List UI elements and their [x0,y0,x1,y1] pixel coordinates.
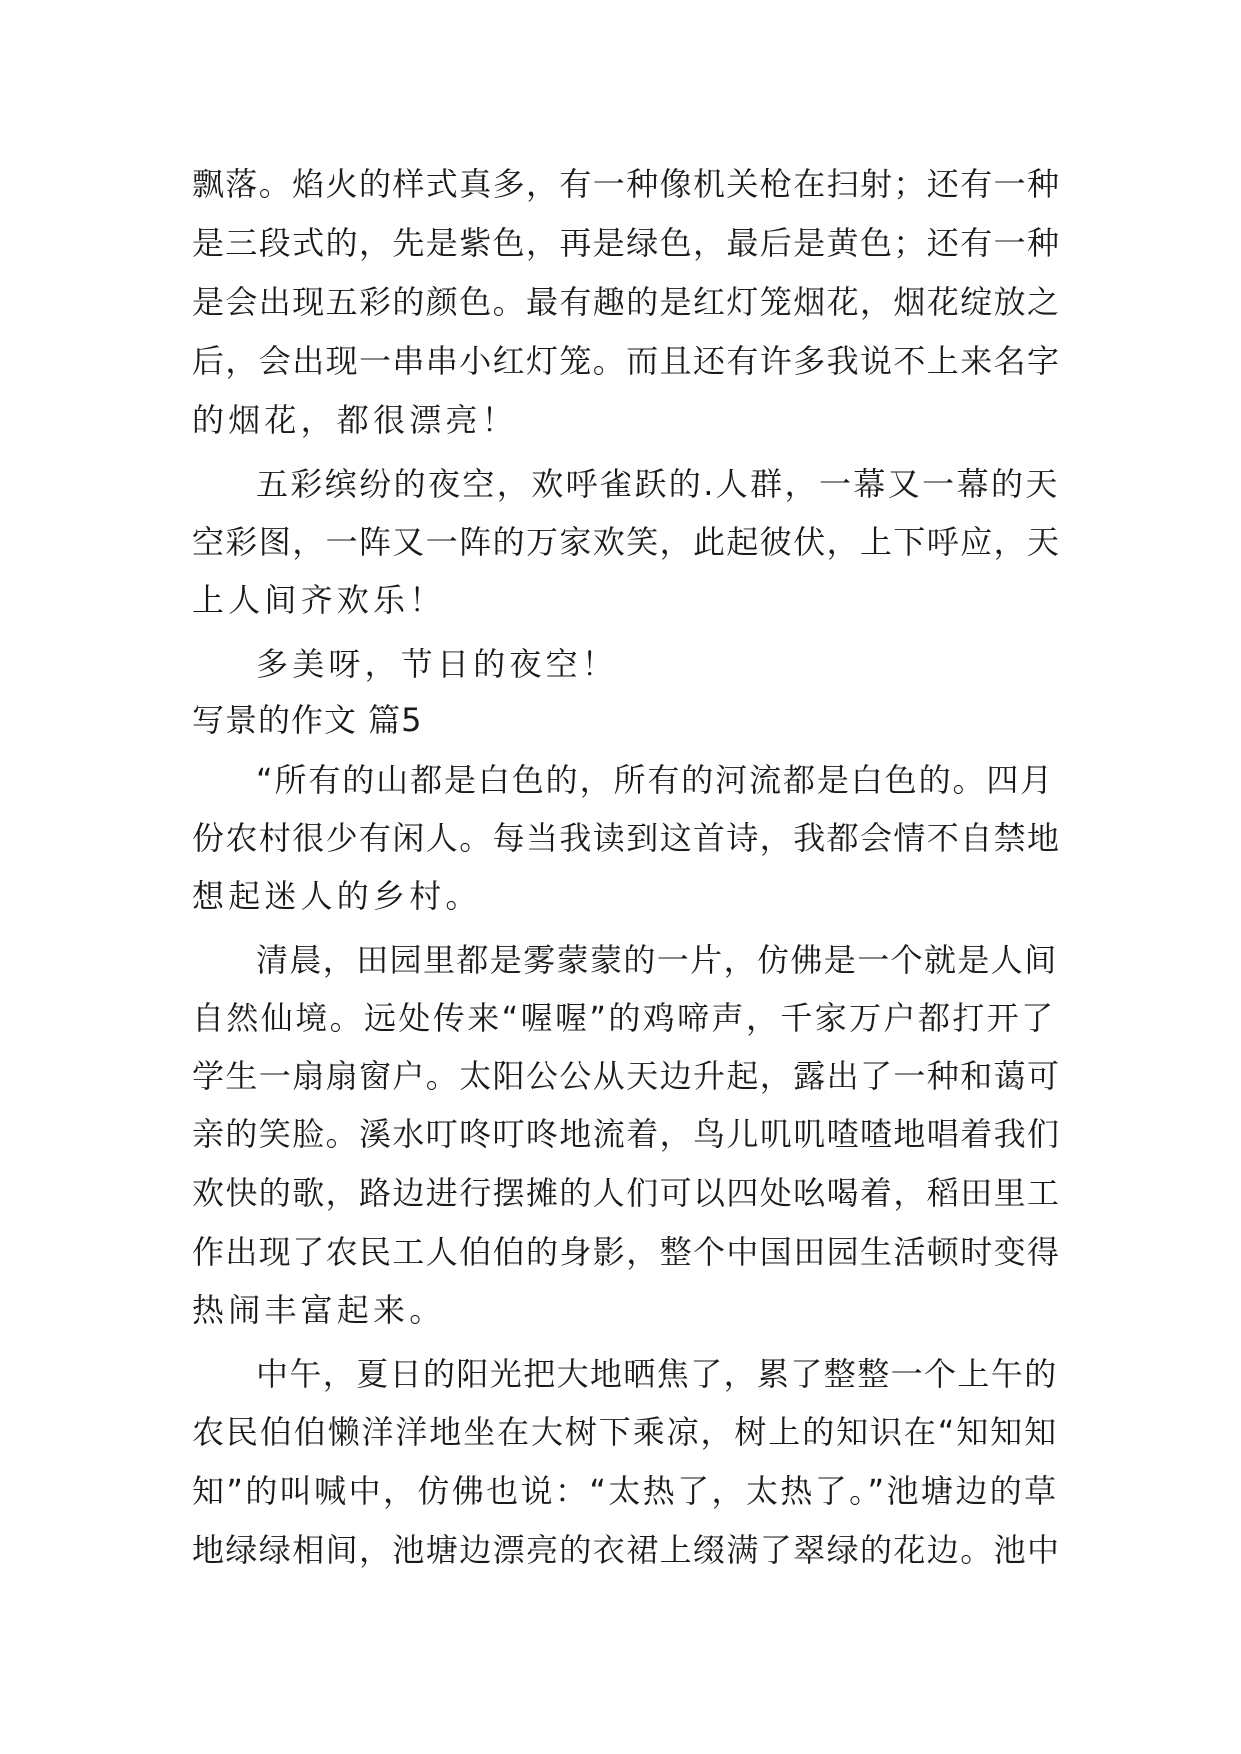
text-line: 是会出现五彩的颜色。最有趣的是红灯笼烟花，烟花绽放之 [192,283,1061,321]
text-line: 自然仙境。远处传来“喔喔”的鸡啼声，千家万户都打开了 [192,999,1056,1037]
section-heading: 写景的作文 篇5 [192,701,423,739]
text-line: 学生一扇扇窗户。太阳公公从天边升起，露出了一种和蔼可 [192,1057,1061,1095]
text-line: 热闹丰富起来。 [192,1291,446,1329]
text-line: 飘落。焰火的样式真多，有一种像机关枪在扫射；还有一种 [192,165,1061,203]
text-line: 农民伯伯懒洋洋地坐在大树下乘凉，树上的知识在“知知知 [192,1413,1058,1451]
text-line: “所有的山都是白色的，所有的河流都是白色的。四月 [256,761,1055,799]
text-line: 后，会出现一串串小红灯笼。而且还有许多我说不上来名字 [192,342,1061,380]
text-line: 作出现了农民工人伯伯的身影，整个中国田园生活顿时变得 [192,1233,1061,1271]
text-line: 多美呀，节日的夜空！ [256,645,619,683]
text-line: 清晨，田园里都是雾蒙蒙的一片，仿佛是一个就是人间 [256,941,1058,979]
text-line: 空彩图，一阵又一阵的万家欢笑，此起彼伏，上下呼应，天 [192,523,1061,561]
text-line: 想起迷人的乡村。 [192,877,482,915]
text-line: 中午，夏日的阳光把大地晒焦了，累了整整一个上午的 [256,1355,1058,1393]
text-line: 份农村很少有闲人。每当我读到这首诗，我都会情不自禁地 [192,819,1061,857]
text-line: 是三段式的，先是紫色，再是绿色，最后是黄色；还有一种 [192,224,1061,262]
text-line: 的烟花，都很漂亮！ [192,401,518,439]
text-line: 五彩缤纷的夜空，欢呼雀跃的.人群，一幕又一幕的天 [256,465,1060,503]
text-line: 欢快的歌，路边进行摆摊的人们可以四处吆喝着，稻田里工 [192,1174,1061,1212]
text-line: 上人间齐欢乐！ [192,581,446,619]
text-line: 知”的叫喊中，仿佛也说：“太热了，太热了。”池塘边的草 [192,1472,1059,1510]
text-line: 亲的笑脸。溪水叮咚叮咚地流着，鸟儿叽叽喳喳地唱着我们 [192,1115,1061,1153]
text-line: 地绿绿相间，池塘边漂亮的衣裙上缀满了翠绿的花边。池中 [192,1531,1061,1569]
